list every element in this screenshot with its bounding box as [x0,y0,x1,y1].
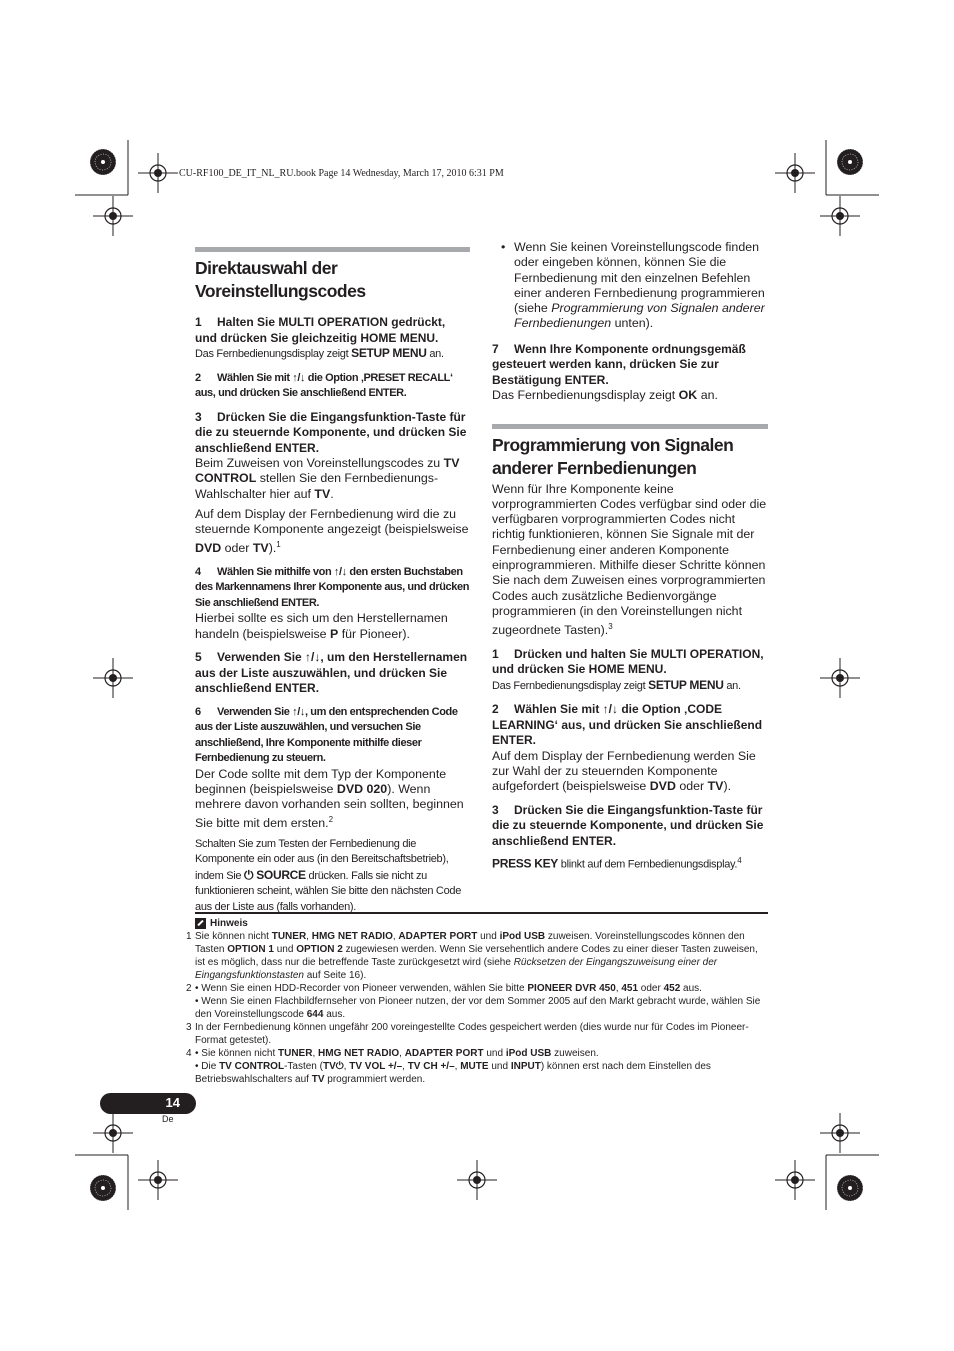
hinweis-heading: Hinweis [195,916,768,930]
hinweis-notes [186,912,768,1086]
footnote-4a: 4 • Sie können nicht TUNER, HMG NET RADIO, ADAPTER PORT und iPod USB zuweisen. [186,1048,599,1059]
learn-step-2-body: Auf dem Display der Fernbedienung werden Sie zur Wahl der zu steuernden Komponente aufgefordert (beispielsweise DVD oder TV). [492,748,756,794]
footnote-4b: • Die TV CONTROL-Tasten (TV⏻, TV VOL +/–, TV CH +/–, MUTE und INPUT) können erst nach dem Einstellen des Betriebswahlschalters auf TV programmiert werden. [195,1061,711,1085]
step-7: 7 Wenn Ihre Komponente ordnungsgemäß gesteuert werden kann, drücken Sie zur Bestätigung ENTER. [492,341,746,387]
right-column [492,240,768,873]
section-title-direktauswahl: Direktauswahl der Voreinstellungscodes [195,258,366,301]
step-3-body-1: Beim Zuweisen von Voreinstellungscodes zu TV CONTROL stellen Sie den Fernbedienungs-Wahlschalter hier auf TV. [195,456,460,501]
step-3: 3 Drücken Sie die Eingangsfunktion-Taste für die zu steuernde Komponente, und drücken Sie anschließend ENTER. [195,409,467,455]
step-1-body: Das Fernbedienungsdisplay zeigt SETUP MENU an. [195,346,444,360]
bullet-no-preset: • Wenn Sie keinen Voreinstellungscode finden oder eingeben können, können Sie die Fernbedienung mit den einzelnen Befehlen einer anderen Fernbedienung programmieren (siehe Programmierung von Signalen anderer Fernbedienungen unten). [492,240,768,332]
left-column [195,247,470,915]
footnote-2a: 2 • Wenn Sie einen HDD-Recorder von Pioneer verwenden, wählen Sie bitte PIONEER DVR 450, 451 oder 452 aus. [186,983,702,994]
step-6: 6 Verwenden Sie ↑/↓, um den entsprechenden Code aus der Liste auszuwählen, und versuchen Sie anschließend, Ihre Komponente mithilfe dieser Fernbedienung zu steuern. [195,705,458,764]
step-1: 1 Halten Sie MULTI OPERATION gedrückt, und drücken Sie gleichzeitig HOME MENU. [195,315,446,345]
section-title-programmierung: Programmierung von Signalen anderer Fernbedienungen [492,434,734,478]
learn-step-3-body: PRESS KEY blinkt auf dem Fernbedienungsdisplay.$^4$ [492,856,742,871]
step-7-body: Das Fernbedienungsdisplay zeigt OK an. [492,388,718,403]
footnote-2b: • Wenn Sie einen Flachbildfernseher von Pioneer nutzen, der vor dem Sommer 2005 auf den Markt gebracht wurde, wählen Sie den Voreinstellungscode 644 aus. [195,996,761,1020]
learn-step-2: 2 Wählen Sie mit ↑/↓ die Option ‚CODE LEARNING‘ aus, und drücken Sie anschließend ENTER. [492,702,763,748]
step-4-body: Hierbei sollte es sich um den Herstellernamen handeln (beispielsweise P für Pioneer). [195,611,448,641]
section-bar [492,424,768,429]
page-number-badge: 14 [100,1093,196,1114]
step-5: 5 Verwenden Sie ↑/↓, um den Herstellernamen aus der Liste auszuwählen, und drücken Sie anschließend ENTER. [195,650,468,695]
intro-text: Wenn für Ihre Komponente keine vorprogrammierten Codes verfügbar sind oder die verfügbaren vorprogrammierten Codes nicht richtig funktionieren, können Sie Signale mit der Fernbedienung einer anderen Komponente einprogrammieren. Mithilfe dieser Schritte können Sie nach dem Zuweisen eines vorprogrammierten Codes auch zusätzliche Bedienvorgänge programmieren (in den Voreinstellungen nicht zugeordnete Tasten).$^3$ [492,481,767,638]
section-bar [195,247,470,252]
step-2: 2 Wählen Sie mit ↑/↓ die Option ‚PRESET RECALL‘ aus, und drücken Sie anschließend ENTER. [195,371,453,399]
note-pen-icon [195,918,206,929]
learn-step-1: 1 Drücken und halten Sie MULTI OPERATION, und drücken Sie HOME MENU. [492,646,764,677]
step-6-body-1: Der Code sollte mit dem Typ der Komponente beginnen (beispielsweise DVD 020). Wenn mehrere davon vorhanden sein sollten, beginnen Sie bitte mit dem ersten.$^2$ [195,766,464,831]
footnote-3: 3 In der Fernbedienung können ungefähr 200 voreingestellte Codes gespeichert werden (dies wurde nur für Codes im Pioneer-Format getestet). [186,1022,749,1046]
step-6-body-2: Schalten Sie zum Testen der Fernbedienung die Komponente ein oder aus (in den Bereitschaftsbetrieb), indem Sie ⏻ SOURCE drücken. Falls sie nicht zu funktionieren scheint, wählen Sie bitte den nächsten Code aus der Liste aus (falls vorhanden). [195,837,462,913]
learn-step-3: 3 Drücken Sie die Eingangsfunktion-Taste für die zu steuernde Komponente, und drücken Sie anschließend ENTER. [492,802,764,848]
step-3-body-2: Auf dem Display der Fernbedienung wird die zu steuernde Komponente angezeigt (beispielsweise DVD oder TV).$^1$ [195,506,469,556]
page-language: De [162,1114,174,1124]
step-4: 4 Wählen Sie mithilfe von ↑/↓ den ersten Buchstaben des Markennamens Ihrer Komponente aus, und drücken Sie anschließend ENTER. [195,565,470,609]
footnote-1: 1 Sie können nicht TUNER, HMG NET RADIO, ADAPTER PORT und iPod USB zuweisen. Voreinstellungscodes können den Tasten OPTION 1 und OPTION 2 zugewiesen werden. Wenn Sie versehentlich andere Codes zu einer dieser Tasten zuweisen, ist es möglich, dass nur die betreffende Taste zurückgesetzt wird (siehe Rücksetzen der Eingangszuweisung einer der Eingangsfunktionstasten auf Seite 16). [186,931,758,981]
file-info-header: CU-RF100_DE_IT_NL_RU.book Page 14 Wednesday, March 17, 2010 6:31 PM [179,168,504,179]
learn-step-1-body: Das Fernbedienungsdisplay zeigt SETUP MENU an. [492,677,741,692]
